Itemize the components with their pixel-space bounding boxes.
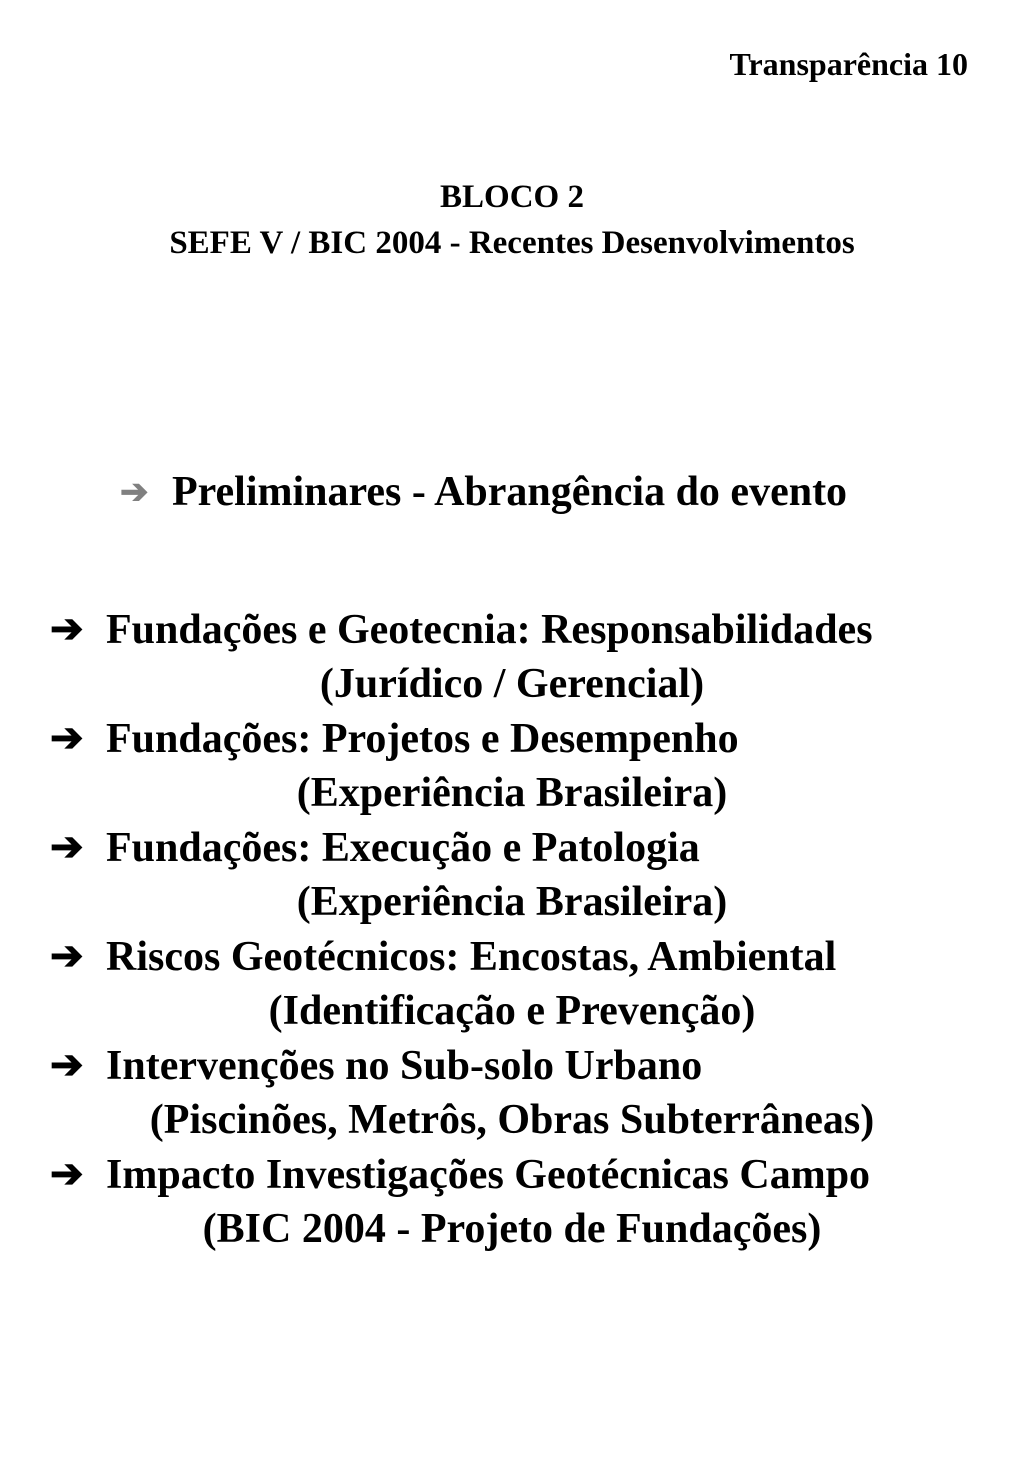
topic-item <box>0 929 1024 1038</box>
intro-text: Preliminares - Abrangência do evento <box>172 469 848 515</box>
topic-main-line <box>0 929 1024 984</box>
arrow-right-icon: ➔ <box>50 933 84 978</box>
arrow-right-icon: ➔ <box>50 606 84 651</box>
topic-main-line <box>0 711 1024 766</box>
topic-title: Impacto Investigações Geotécnicas Campo <box>106 1152 871 1198</box>
topic-main-line <box>0 602 1024 657</box>
block-title: BLOCO 2 <box>440 179 584 215</box>
topic-item <box>0 820 1024 929</box>
topic-subtitle: (Identificação e Prevenção) <box>268 987 756 1034</box>
arrow-right-icon: ➔ <box>50 824 84 869</box>
block-subtitle: SEFE V / BIC 2004 - Recentes Desenvolvimentos <box>169 225 855 261</box>
topic-main-line <box>0 1038 1024 1093</box>
topic-title: Fundações: Execução e Patologia <box>106 825 700 871</box>
topic-subtitle: (Piscinões, Metrôs, Obras Subterrâneas) <box>149 1096 875 1143</box>
topic-subtitle: (BIC 2004 - Projeto de Fundações) <box>202 1205 822 1252</box>
intro-item <box>120 466 847 519</box>
topic-title: Fundações e Geotecnia: Responsabilidades <box>106 607 873 653</box>
slide-number: Transparência 10 <box>729 46 968 82</box>
arrow-right-icon: ➔ <box>120 474 149 511</box>
topic-item <box>0 1038 1024 1147</box>
topic-item <box>0 1147 1024 1256</box>
topic-subtitle: (Experiência Brasileira) <box>296 769 728 816</box>
topic-item <box>0 711 1024 820</box>
slide-header <box>0 174 1024 266</box>
topic-title: Intervenções no Sub-solo Urbano <box>106 1043 703 1089</box>
topic-list <box>0 602 1024 1256</box>
topic-subtitle: (Jurídico / Gerencial) <box>319 660 705 707</box>
topic-main-line <box>0 1147 1024 1202</box>
topic-title: Fundações: Projetos e Desempenho <box>106 716 739 762</box>
topic-main-line <box>0 820 1024 875</box>
topic-subtitle: (Experiência Brasileira) <box>296 878 728 925</box>
topic-title: Riscos Geotécnicos: Encostas, Ambiental <box>106 934 837 980</box>
arrow-right-icon: ➔ <box>50 1042 84 1087</box>
arrow-right-icon: ➔ <box>50 1151 84 1196</box>
topic-item <box>0 602 1024 711</box>
arrow-right-icon: ➔ <box>50 715 84 760</box>
